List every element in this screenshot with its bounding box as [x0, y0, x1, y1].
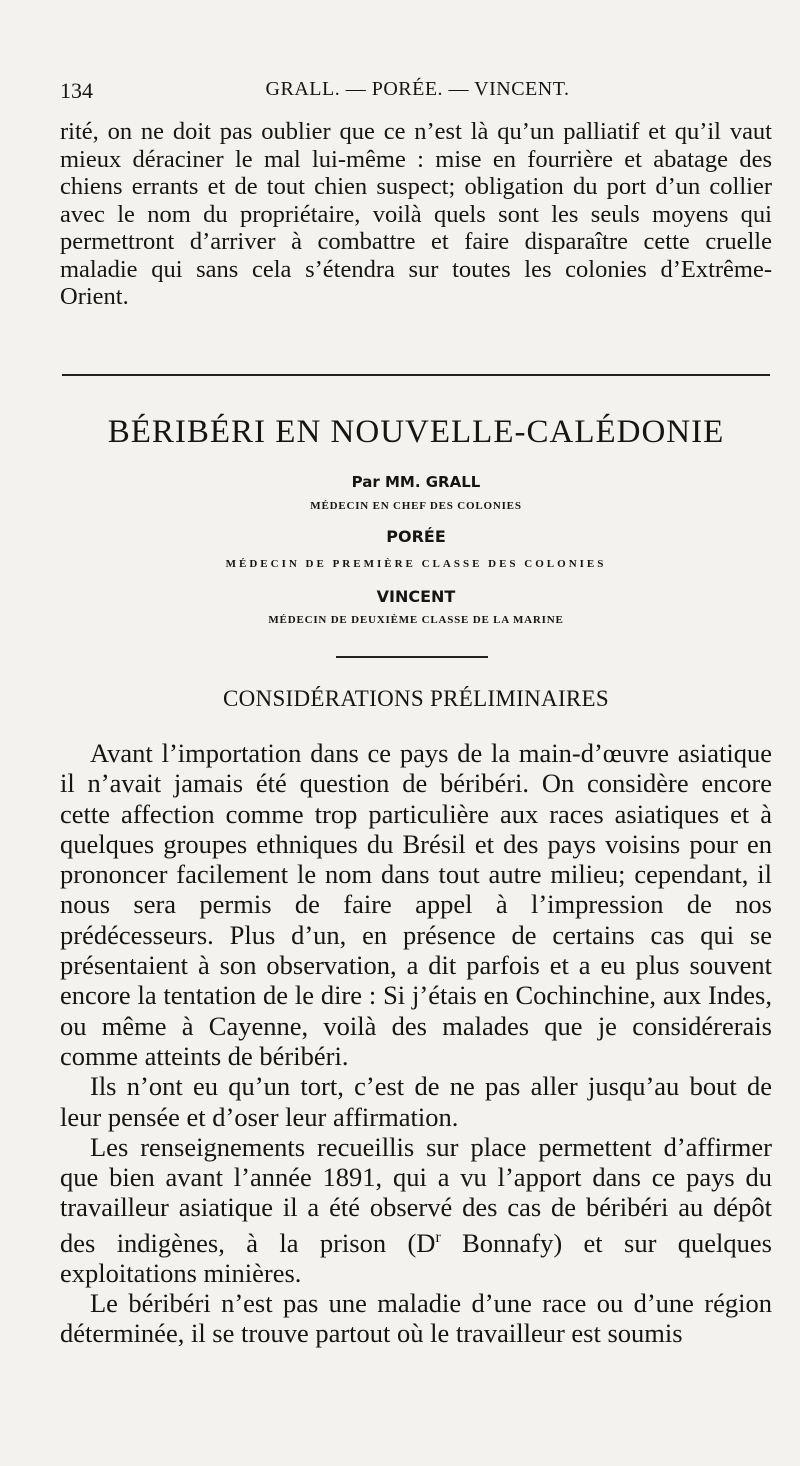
body-paragraph: Ils n’ont eu qu’un tort, c’est de ne pas aller jusqu’au bout de leur pensée et d’oser leur affirmation.: [60, 1071, 772, 1132]
author-name: VINCENT: [376, 587, 456, 606]
paragraph-text: Les renseignements recueillis sur place permettent d’affirmer que bien avant l’année 1891, qui a vu l’apport dans ce pays du travailleur asiatique il a été observé des cas de béribéri au dépôt des indigènes, à la prison (D: [60, 1131, 772, 1258]
continuation-paragraph: rité, on ne doit pas oublier que ce n’est là qu’un palliatif et qu’il vaut mieux déraciner le mal lui-même : mise en fourrière et abatage des chiens errants et de tout chien suspect; obligation du port d’un collier avec le nom du propriétaire, voilà quels sont les seuls moyens qui permettront d’arriver à combattre et faire disparaître cette cruelle maladie qui sans cela s’étendra sur toutes les colonies d’Extrême-Orient.: [60, 118, 772, 310]
section-heading: CONSIDÉRATIONS PRÉLIMINAIRES: [222, 686, 609, 711]
page-number: 134: [60, 78, 93, 103]
page-header: [60, 78, 775, 112]
author-name: PORÉE: [386, 527, 446, 546]
author-role: MÉDECIN EN CHEF DES COLONIES: [310, 500, 522, 512]
title-divider: [336, 656, 488, 658]
article-byline: Par MM. GRALL: [351, 473, 481, 491]
superscript: r: [435, 1228, 441, 1246]
section-body: [60, 738, 772, 1349]
paragraph-text: Bonnafy) et sur quelques exploitations minières.: [60, 1227, 772, 1288]
body-paragraph: Avant l’importation dans ce pays de la main-d’œuvre asiatique il n’avait jamais été question de béribéri. On considère encore cette affection comme trop particulière aux races asiatiques et à quelques groupes ethniques du Brésil et des pays voisins pour en prononcer facilement le nom dans tout autre milieu; cependant, il nous sera permis de faire appel à l’impression de nos prédécesseurs. Plus d’un, en présence de certains cas qui se présentaient à son observation, a dit parfois et a eu plus souvent encore la tentation de le dire : Si j’étais en Cochinchine, aux Indes, ou même à Cayenne, voilà des malades que je considérerais comme atteints de béribéri.: [60, 738, 772, 1071]
section-divider: [62, 374, 770, 376]
body-paragraph: [60, 1132, 772, 1288]
author-role: MÉDECIN DE PREMIÈRE CLASSE DES COLONIES: [225, 558, 607, 570]
author-role: MÉDECIN DE DEUXIÈME CLASSE DE LA MARINE: [268, 614, 564, 626]
running-head: GRALL. — PORÉE. — VINCENT.: [265, 78, 570, 100]
body-paragraph: Le béribéri n’est pas une maladie d’une race ou d’une région déterminée, il se trouve partout où le travailleur est soumis: [60, 1288, 772, 1349]
article-title: BÉRIBÉRI EN NOUVELLE-CALÉDONIE: [107, 414, 725, 450]
